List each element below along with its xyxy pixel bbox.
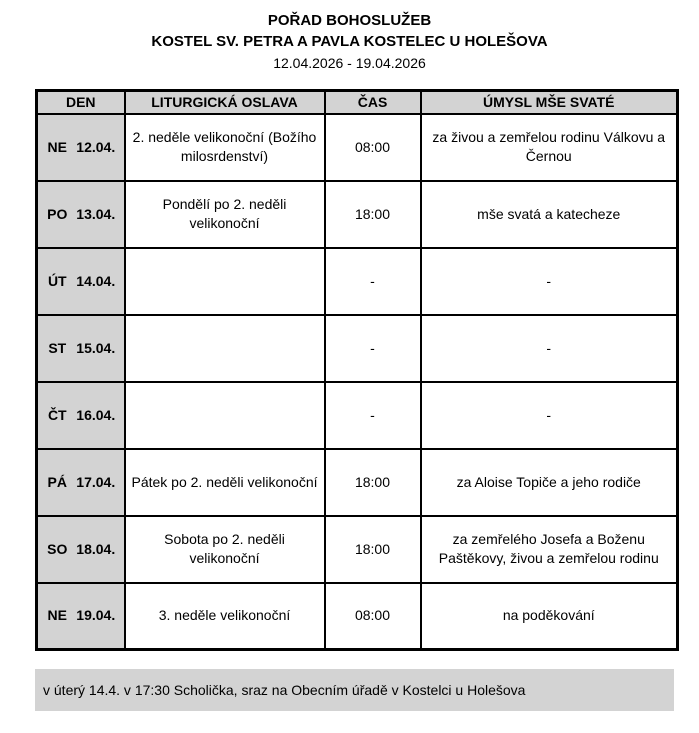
- day-cell: [37, 114, 125, 181]
- day-abbr: SO: [47, 540, 68, 557]
- intention-cell: na poděkování: [421, 583, 678, 650]
- time-cell: 08:00: [325, 583, 421, 650]
- intention-cell: -: [421, 248, 678, 315]
- day-abbr: NE: [47, 607, 67, 624]
- time-cell: -: [325, 315, 421, 382]
- column-header-day: DEN: [37, 91, 125, 114]
- table-row: [37, 382, 678, 449]
- celebration-cell: Pátek po 2. neděli velikonoční: [125, 449, 325, 516]
- column-header-celebration: LITURGICKÁ OSLAVA: [125, 91, 325, 114]
- document-header: [0, 0, 699, 74]
- time-cell: 18:00: [325, 516, 421, 583]
- day-abbr: ST: [48, 339, 67, 356]
- day-cell: [37, 315, 125, 382]
- celebration-cell: Sobota po 2. neděli velikonoční: [125, 516, 325, 583]
- day-cell: [37, 248, 125, 315]
- day-cell: [37, 583, 125, 650]
- table-row: [37, 583, 678, 650]
- time-cell: -: [325, 248, 421, 315]
- time-cell: -: [325, 382, 421, 449]
- day-cell: [37, 181, 125, 248]
- time-cell: 08:00: [325, 114, 421, 181]
- table-row: [37, 516, 678, 583]
- intention-cell: za živou a zemřelou rodinu Válkovu a Černou: [421, 114, 678, 181]
- time-cell: 18:00: [325, 449, 421, 516]
- celebration-cell: [125, 382, 325, 449]
- day-cell: [37, 449, 125, 516]
- celebration-cell: 3. neděle velikonoční: [125, 583, 325, 650]
- column-header-time: ČAS: [325, 91, 421, 114]
- announcement-bar: [35, 669, 674, 711]
- table-row: [37, 449, 678, 516]
- day-cell: [37, 382, 125, 449]
- service-schedule-table: [35, 89, 679, 651]
- day-abbr: ÚT: [47, 272, 67, 289]
- day-date: 17.04.: [76, 473, 116, 490]
- day-date: 14.04.: [76, 272, 116, 289]
- celebration-cell: [125, 315, 325, 382]
- day-cell: [37, 516, 125, 583]
- day-abbr: ČT: [47, 406, 67, 423]
- day-date: 19.04.: [76, 607, 116, 624]
- intention-cell: -: [421, 315, 678, 382]
- column-header-intention: ÚMYSL MŠE SVATÉ: [421, 91, 678, 114]
- table-row: [37, 181, 678, 248]
- time-cell: 18:00: [325, 181, 421, 248]
- announcement-text: v úterý 14.4. v 17:30 Scholička, sraz na Obecním úřadě v Kostelci u Holešova: [43, 682, 526, 698]
- table-row: [37, 248, 678, 315]
- table-row: [37, 315, 678, 382]
- day-date: 12.04.: [76, 138, 116, 155]
- day-abbr: NE: [47, 138, 67, 155]
- document-title: POŘAD BOHOSLUŽEB: [267, 12, 432, 29]
- day-abbr: PO: [47, 205, 68, 222]
- table-header-row: [37, 91, 678, 114]
- celebration-cell: 2. neděle velikonoční (Božího milosrdenství): [125, 114, 325, 181]
- intention-cell: -: [421, 382, 678, 449]
- intention-cell: za zemřelého Josefa a Boženu Paštěkovy, živou a zemřelou rodinu: [421, 516, 678, 583]
- church-name: KOSTEL SV. PETRA A PAVLA KOSTELEC U HOLEŠOVA: [151, 33, 548, 50]
- table-row: [37, 114, 678, 181]
- day-abbr: PÁ: [47, 473, 67, 490]
- day-date: 13.04.: [76, 205, 116, 222]
- week-date-range: 12.04.2026 - 19.04.2026: [273, 55, 426, 71]
- day-date: 18.04.: [76, 540, 116, 557]
- celebration-cell: Pondělí po 2. neděli velikonoční: [125, 181, 325, 248]
- day-date: 15.04.: [76, 339, 116, 356]
- intention-cell: za Aloise Topiče a jeho rodiče: [421, 449, 678, 516]
- celebration-cell: [125, 248, 325, 315]
- intention-cell: mše svatá a katecheze: [421, 181, 678, 248]
- day-date: 16.04.: [76, 406, 116, 423]
